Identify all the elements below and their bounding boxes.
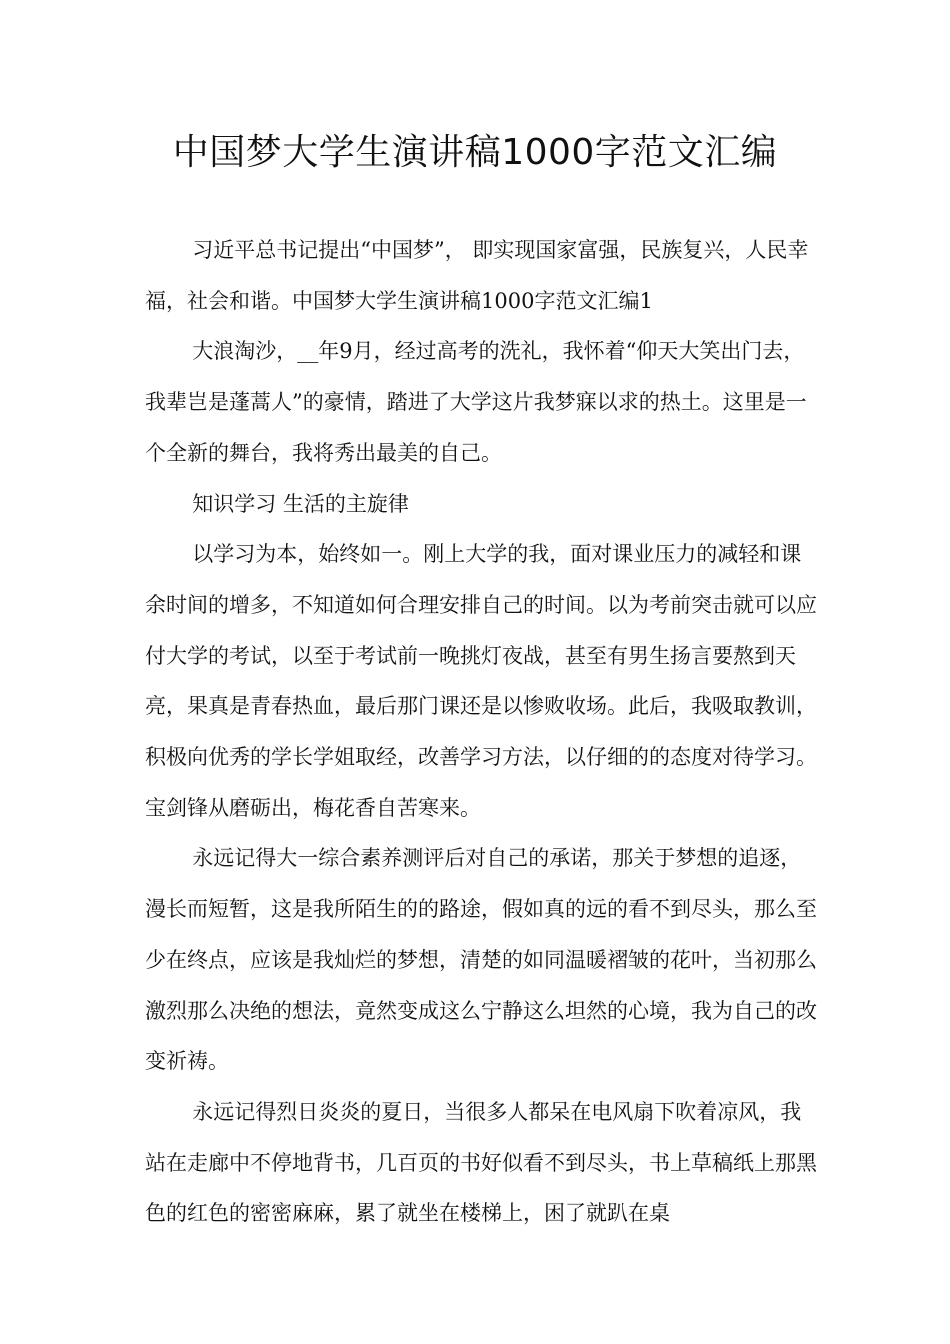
- section-heading: 知识学习 生活的主旋律: [192, 491, 409, 516]
- paragraph-opening: 大浪淘沙，__年9月，经过高考的洗礼，我怀着“仰天大笑出门去，我辈岂是蓬蒿人”的豪情，踏进了大学这片我梦寐以求的热土。这里是一个全新的舞台，我将秀出最美的自己。: [145, 339, 807, 465]
- document-title: 中国梦大学生演讲稿1000字范文汇编: [172, 132, 778, 173]
- document-body: [145, 225, 821, 1239]
- paragraph-promise: 永远记得大一综合素养测评后对自己的承诺，那关于梦想的追逐，漫长而短暂，这是我所陌生的的路途，假如真的远的看不到尽头，那么至少在终点，应该是我灿烂的梦想，清楚的如同温暖褶皱的花叶，当初那么激烈那么决绝的想法，竟然变成这么宁静这么坦然的心境，我为自己的改变祈祷。: [145, 846, 817, 1074]
- paragraph-summer: 永远记得烈日炎炎的夏日，当很多人都呆在电风扇下吹着凉风，我站在走廊中不停地背书，几百页的书好似看不到尽头，书上草稿纸上那黑色的红色的密密麻麻，累了就坐在楼梯上，困了就趴在桌: [145, 1099, 817, 1226]
- paragraph-intro: 习近平总书记提出“中国梦”， 即实现国家富强，民族复兴，人民幸福，社会和谐。中国梦大学生演讲稿1000字范文汇编1: [145, 238, 809, 313]
- paragraph-study: 以学习为本，始终如一。刚上大学的我，面对课业压力的减轻和课余时间的增多，不知道如何合理安排自己的时间。以为考前突击就可以应付大学的考试，以至于考试前一晚挑灯夜战，甚至有男生扬言要熬到天亮，果真是青春热血，最后那门课还是以惨败收场。此后，我吸取教训，积极向优秀的学长学姐取经，改善学习方法，以仔细的的态度对待学习。宝剑锋从磨砺出，梅花香自苦寒来。: [145, 542, 817, 820]
